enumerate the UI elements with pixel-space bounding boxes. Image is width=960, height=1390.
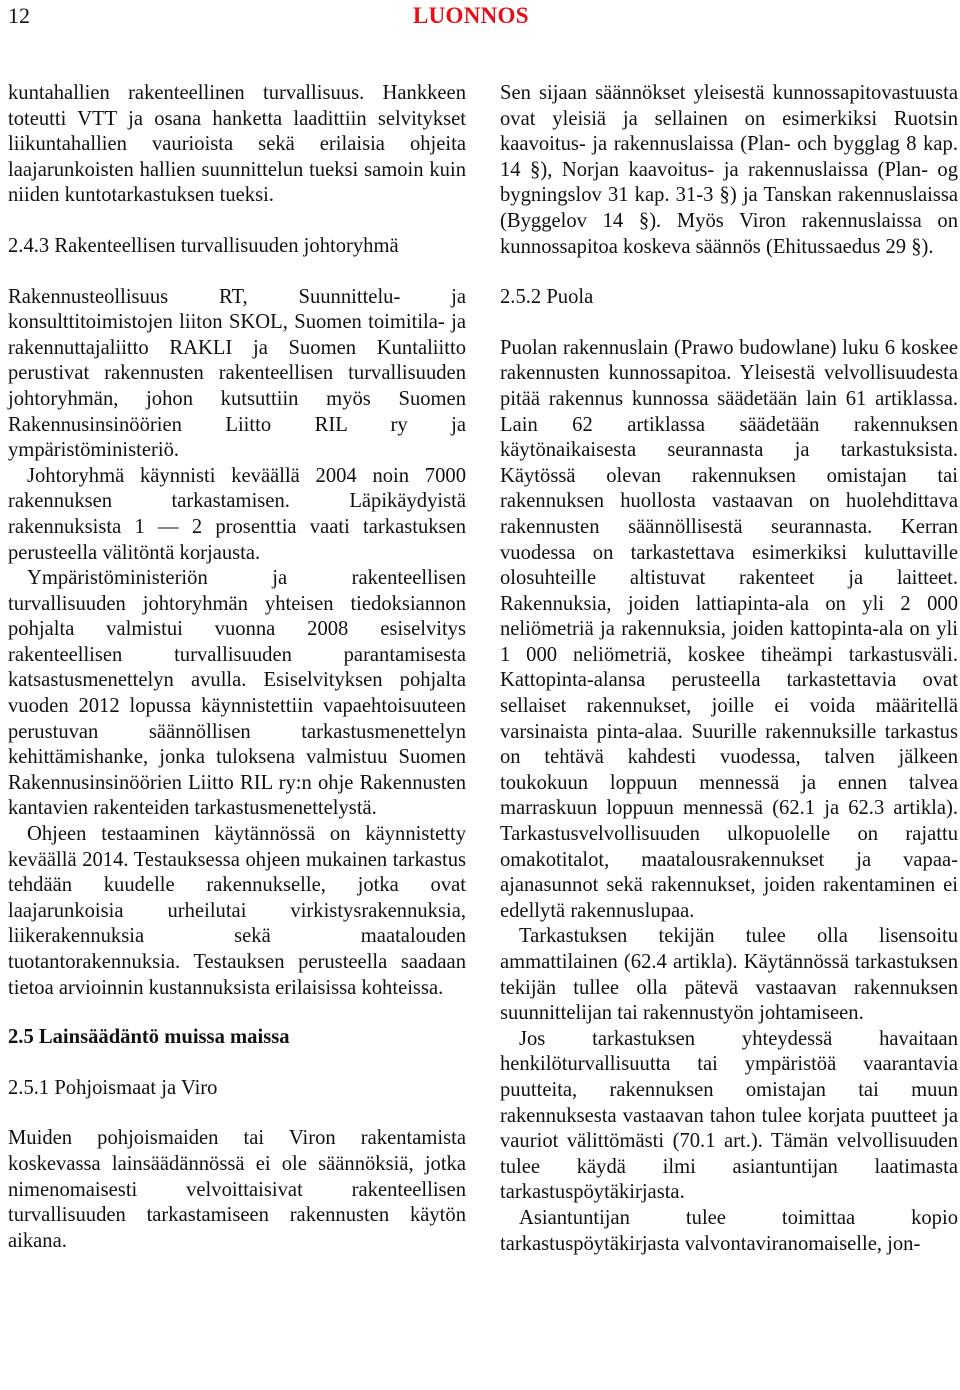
heading-2-4-3: 2.4.3 Rakenteellisen turvallisuuden johtoryhmä — [8, 234, 399, 257]
heading-2-5: 2.5 Lainsäädäntö muissa maissa — [8, 1026, 290, 1049]
paragraph-sports-halls: kuntahallien rakenteellinen turvallisuus. Hankkeen toteutti VTT ja osana hanketta laadittiin selvitykset liikuntahallien vaurioista sekä erilaisia ohjeita laajarunkoisten hallien suunnittelun tueksi samoin kuin niiden kuntotarkastuksen tueksi. — [8, 82, 466, 207]
paragraph-maintenance-duty: Sen sijaan säännökset yleisestä kunnossapitovastuusta ovat yleisiä ja sellainen on esimerkiksi Ruotsin kaavoitus- ja rakennuslaissa (Plan- och bygglag 8 kap. 14 §), Norjan kaavoitus- ja rakennuslaissa (Plan- og bygningslov 31 kap. 31-3 §) ja Tanskan rakennuslaissa (Byggelov 14 §). Myös Viron rakennuslaissa on kunnossapitoa koskeva säännös (Ehitussaedus 29 §). — [500, 82, 958, 258]
paragraph-inspections-2004: Johtoryhmä käynnisti keväällä 2004 noin 7000 rakennuksen tarkastamisen. Läpikäydyistä rakennuksista 1 — 2 prosenttia vaati tarkastuksen perusteella välitöntä korjausta. — [8, 464, 466, 564]
paragraph-preliminary-study: Ympäristöministeriön ja rakenteellisen turvallisuuden johtoryhmän yhteisen tiedoksiannon pohjalta valmistui vuonna 2008 esiselvitys rakenteellisen turvallisuuden parantamisesta katsastusmenettelyn avulla. Esiselvityksen pohjalta vuoden 2012 lopussa käynnistettiin vapaehtoisuuteen perustuvan säännöllisen tarkastusmenettelyn kehittämishanke, jonka tuloksena valmistuu Suomen Rakennusinsinöörien Liitto RIL ry:n ohje Rakennusten kantavien rakenteiden tarkastusmenettelystä. — [8, 567, 466, 820]
heading-2-5-2: 2.5.2 Puola — [500, 286, 594, 309]
paragraph-poland-law: Puolan rakennuslain (Prawo budowlane) luku 6 koskee rakennusten kunnossapitoa. Yleisestä velvollisuudesta pitää rakennus kunnossa säädetään lain 61 artiklassa. Lain 62 artiklassa säädetään rakennuksen käytönaikaisesta seurannasta ja tarkastuksista. Käytössä olevan rakennuksen omistajan tai rakennuksen huollosta vastaavan on huolehdittava rakennusten säännöllisestä seurannasta. Kerran vuodessa on tarkastettava esimerkiksi kuluttaville olosuhteille altistuvat rakenteet ja laitteet. Rakennuksia, joiden lattiapinta-ala on yli 2 000 neliömetriä ja rakennuksia, joiden kattopinta-ala on yli 1 000 neliömetriä, koskee tiheämpi tarkastusväli. Kattopinta-alansa perusteella tarkastettavia ovat sellaiset rakennukset, joille ei voida määritellä varsinaista pinta-alaa. Suurille rakennuksille tarkastus on tehtävä kahdesti vuodessa, talven jälkeen toukokuun loppuun mennessä ja ennen talvea marraskuun loppuun mennessä (62.1 ja 62.3 artikla). Tarkastusvelvollisuuden ulkopuolelle on rajattu omakotitalot, maatalousrakennukset ja vapaa-ajanasunnot sekä rakennukset, joiden rakentaminen ei edellytä rakennuslupaa. — [500, 336, 958, 922]
paragraph-guideline-testing: Ohjeen testaaminen käytännössä on käynnistetty keväällä 2014. Testauksessa ohjeen mukainen tarkastus tehdään kuudelle rakennukselle, jotka ovat laajarunkoisia urheilutai virkistysrakennuksia, liikerakennuksia sekä maatalouden tuotantorakennuksia. Testauksen perusteella saadaan tietoa arvioinnin kustannuksista erilaisissa kohteissa. — [8, 823, 466, 999]
page-number: 12 — [8, 3, 30, 28]
paragraph-defects: Jos tarkastuksen yhteydessä havaitaan henkilöturvallisuutta tai ympäristöä vaarantavia puutteita, rakennuksen omistajan tai muun rakennuksesta vastaavan tahon tulee korjata puutteet ja vauriot välittömästi (70.1 art.). Tämän velvollisuuden tulee käydä ilmi asiantuntijan laatimasta tarkastuspöytäkirjasta. — [500, 1027, 958, 1204]
paragraph-report-copy: Asiantuntijan tulee toimittaa kopio tarkastuspöytäkirjasta valvontaviranomaiselle, jon- — [500, 1206, 958, 1255]
paragraph-inspector: Tarkastuksen tekijän tulee olla lisensoitu ammattilainen (62.4 artikla). Käytännössä tarkastuksen tekijän tullee olla pätevä vastaavan rakennuksen suunnittelijan tai rakennustyön johtamiseen. — [500, 925, 958, 1025]
left-column — [8, 81, 466, 1254]
paragraph-nordic-legislation: Muiden pohjoismaiden tai Viron rakentamista koskevassa lainsäädännössä ei ole säännöksiä, jotka nimenomaisesti velvoittaisivat rakenteellisen turvallisuuden tarkastamiseen rakennusten käytön aikana. — [8, 1127, 466, 1252]
right-column — [500, 81, 958, 1257]
paragraph-steering-group: Rakennusteollisuus RT, Suunnittelu- ja konsulttitoimistojen liiton SKOL, Suomen toimitila- ja rakennuttajaliitto RAKLI ja Suomen Kuntaliitto perustivat rakennusten rakenteellisen turvallisuuden johtoryhmän, johon kutsuttiin myös Suomen Rakennusinsinöörien Liitto RIL ry ja ympäristöministeriö. — [8, 285, 466, 462]
heading-2-5-1: 2.5.1 Pohjoismaat ja Viro — [8, 1076, 218, 1099]
draft-header: LUONNOS — [413, 3, 529, 28]
